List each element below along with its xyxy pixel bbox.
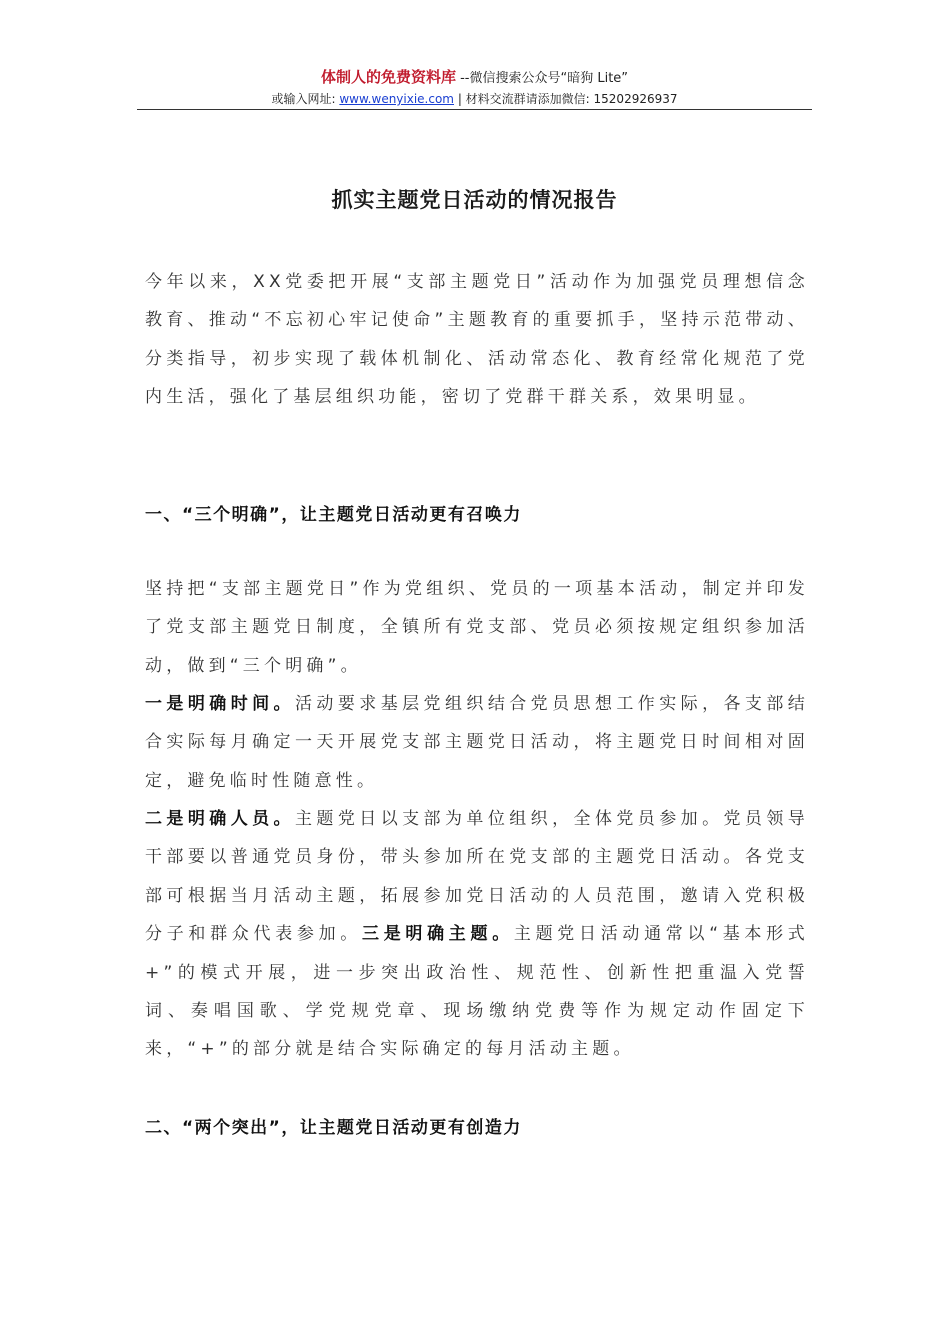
section-1-item-2 [145, 800, 809, 1069]
item-2-text: 主题党日以支部为单位组织，全体党员参加。党员领导干部要以普通党员身份，带头参加所在党支部的主题党日活动。各党支部可根据当月活动主题，拓展参加党日活动的人员范围，邀请入党积极分子和群众代表参加。 [145, 809, 809, 945]
brand-title: 体制人的免费资料库 [320, 68, 456, 86]
item-3-label: 三是明确主题。 [362, 924, 514, 945]
website-link[interactable]: www.wenyixie.com [339, 92, 454, 106]
section-1-intro: 坚持把“支部主题党日”作为党组织、党员的一项基本活动，制定并印发了党支部主题党日制度，全镇所有党支部、党员必须按规定组织参加活动，做到“三个明确”。 [145, 579, 809, 676]
header-line-1 [137, 66, 812, 90]
contact-info: | 材料交流群请添加微信: 15202926937 [454, 92, 678, 106]
section-1-item-1 [145, 685, 809, 800]
item-3-text: 主题党日活动通常以“基本形式+”的模式开展，进一步突出政治性、规范性、创新性把重温入党誓词、奏唱国歌、学党规党章、现场缴纳党费等作为规定动作固定下来，“+”的部分就是结合实际确定的每月活动主题。 [145, 924, 810, 1060]
header-banner [137, 66, 812, 108]
item-1-text: 活动要求基层党组织结合党员思想工作实际，各支部结合实际每月确定一天开展党支部主题党日活动，将主题党日时间相对固定，避免临时性随意性。 [145, 694, 809, 791]
intro-paragraph: 今年以来，XX党委把开展“支部主题党日”活动作为加强党员理想信念教育、推动“不忘初心牢记使命”主题教育的重要抓手，坚持示范带动、分类指导，初步实现了载体机制化、活动常态化、教育经常化规范了党内生活，强化了基层组织功能，密切了党群干群关系，效果明显。 [145, 272, 809, 408]
header-tagline: --微信搜索公众号“暗狗 Lite” [455, 71, 629, 86]
item-1-label: 一是明确时间。 [145, 694, 295, 714]
section-1-heading: 一、“三个明确”，让主题党日活动更有召唤力 [145, 505, 522, 525]
header-divider [137, 109, 812, 110]
url-prefix: 或输入网址: [271, 92, 340, 106]
section-2-heading: 二、“两个突出”，让主题党日活动更有创造力 [145, 1118, 522, 1138]
item-2-label: 二是明确人员。 [145, 809, 295, 829]
header-line-2 [137, 90, 812, 108]
document-title: 抓实主题党日活动的情况报告 [331, 188, 618, 212]
